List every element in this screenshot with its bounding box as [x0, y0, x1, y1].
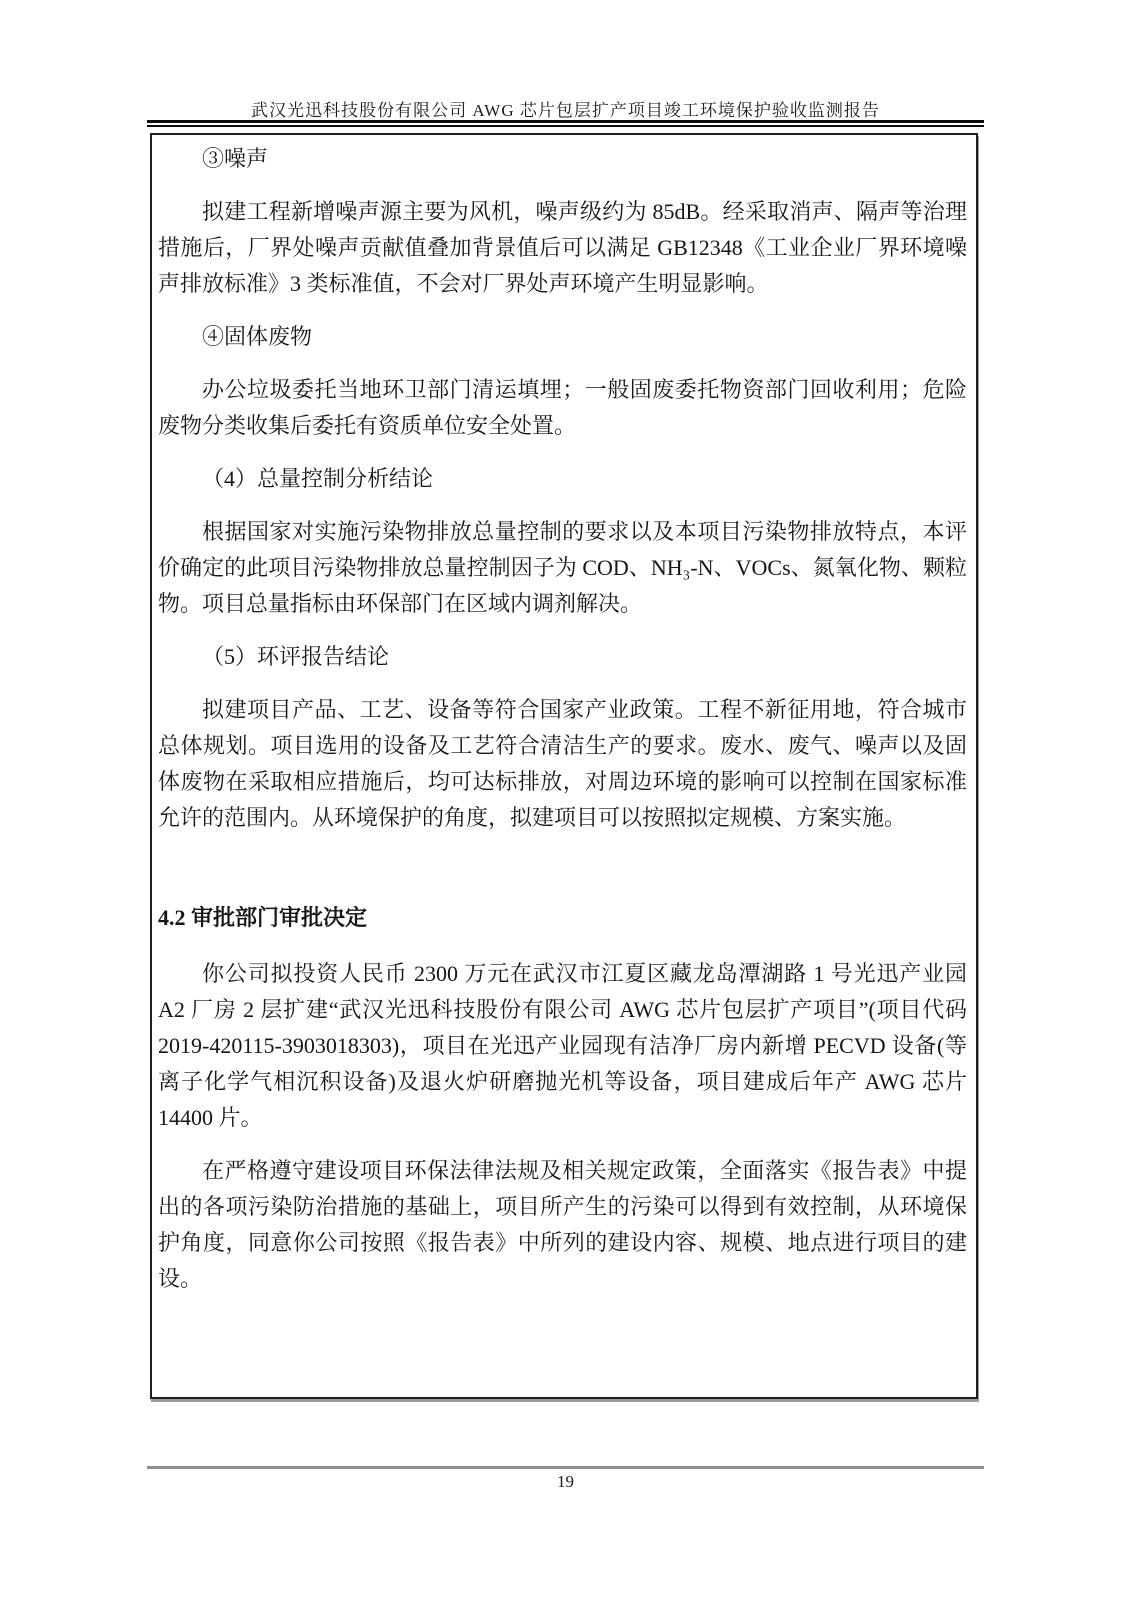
page-header-title: 武汉光迅科技股份有限公司 AWG 芯片包层扩产项目竣工环境保护验收监测报告 [251, 101, 880, 120]
document-content-box [150, 133, 978, 1399]
paragraph-approval-agreement: 在严格遵守建设项目环保法律法规及相关规定政策，全面落实《报告表》中提出的各项污染防治措施的基础上，项目所产生的污染可以得到有效控制，从环境保护角度，同意你公司按照《报告表》中所列的建设内容、规模、地点进行项目的建设。 [158, 1158, 967, 1291]
paragraph-solid-waste: 办公垃圾委托当地环卫部门清运填埋；一般固废委托物资部门回收利用；危险废物分类收集后委托有资质单位安全处置。 [158, 377, 967, 438]
paragraph-eia-report-conclusion: 拟建项目产品、工艺、设备等符合国家产业政策。工程不新征用地，符合城市总体规划。项目选用的设备及工艺符合清洁生产的要求。废水、废气、噪声以及固体废物在采取相应措施后，均可达标排放，对周边环境的影响可以控制在国家标准允许的范围内。从环境保护的角度，拟建项目可以按照拟定规模、方案实施。 [158, 697, 967, 830]
paragraph-noise: 拟建工程新增噪声源主要为风机，噪声级约为 85dB。经采取消声、隔声等治理措施后，厂界处噪声贡献值叠加背景值后可以满足 GB12348《工业企业厂界环境噪声排放标准》3 类标准值，不会对厂界处声环境产生明显影响。 [158, 199, 967, 296]
subheading-noise: ③噪声 [202, 146, 269, 171]
footer-rule [147, 1466, 984, 1469]
paragraph-total-amount-control: 根据国家对实施污染物排放总量控制的要求以及本项目污染物排放特点，本评价确定的此项目污染物排放总量控制因子为 COD、NH₃-N、VOCs、氮氧化物、颗粒物。项目总量指标由环保部门在区域内调剂解决。 [158, 519, 967, 616]
subheading-solid-waste: ④固体废物 [202, 324, 313, 349]
subheading-eia-report-conclusion: （5）环评报告结论 [202, 644, 390, 669]
header-double-rule [147, 120, 984, 127]
page-number: 19 [557, 1472, 574, 1491]
subheading-total-amount-control: （4）总量控制分析结论 [202, 466, 434, 491]
paragraph-approval-investment: 你公司拟投资人民币 2300 万元在武汉市江夏区藏龙岛潭湖路 1 号光迅产业园 A2 厂房 2 层扩建“武汉光迅科技股份有限公司 AWG 芯片包层扩产项目”(项目代码 2019-420115-3903018303)，项目在光迅产业园现有洁净厂房内新增 PECVD 设备(等离子化学气相沉积设备)及退火炉研磨抛光机等设备，项目建成后年产 AWG 芯片 14400 片。 [158, 961, 967, 1130]
section-heading-4-2-approval-decision: 4.2 审批部门审批决定 [158, 905, 368, 930]
